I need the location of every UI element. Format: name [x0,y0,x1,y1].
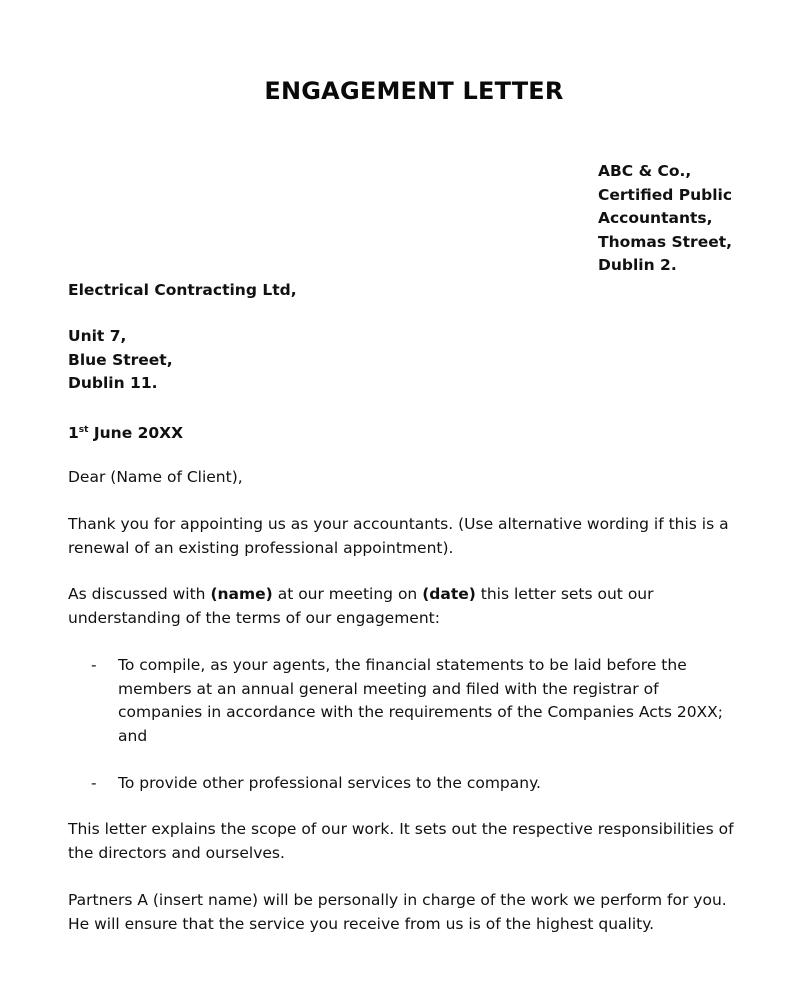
sender-address-line: Certified Public [598,185,733,204]
list-item [68,654,723,748]
list-item-line: members at an annual general meeting and filed with the registrar of [118,679,659,698]
text-run: at our meeting on [272,585,423,603]
date-day: 1 [68,424,79,442]
document-title: ENGAGEMENT LETTER [264,77,564,105]
paragraph-line: the directors and ourselves. [68,843,285,862]
dash-bullet-icon: - [91,773,97,792]
paragraph-line: This letter explains the scope of our work. It sets out the respective responsibilities of [68,820,734,838]
list-item-line: companies in accordance with the requirements of the Companies Acts 20XX; [118,703,724,721]
list-item-line: and [118,726,148,745]
text-run: As discussed with [68,585,211,603]
sender-address [598,160,732,278]
recipient-address-line: Dublin 11. [68,374,158,392]
sender-address-line: Thomas Street, [598,232,733,251]
paragraph-scope [68,818,734,865]
paragraph-line: He will ensure that the service you receive from us is of the highest quality. [68,914,655,933]
list-item-line: To compile, as your agents, the financial statements to be laid before the [118,656,687,674]
paragraph-appointment [68,513,729,560]
recipient-address-line: Blue Street, [68,350,173,369]
recipient-address-line: Unit 7, [68,327,127,345]
engagement-terms-list [68,654,723,819]
text-run: this letter sets out our [475,585,654,603]
paragraph-line: understanding of the terms of our engagement: [68,608,440,627]
paragraph-line: renewal of an existing professional appointment). [68,538,454,557]
list-item [68,772,723,796]
letter-date [68,419,183,446]
recipient-address [68,325,173,396]
sender-address-line: ABC & Co., [598,162,692,180]
list-item-line: To provide other professional services to the company. [118,773,541,792]
salutation: Dear (Name of Client), [68,468,243,486]
paragraph-line: Partners A (insert name) will be personally in charge of the work we perform for you. [68,891,727,909]
date-rest: June 20XX [88,424,184,442]
sender-address-line: Accountants, [598,209,713,227]
paragraph-line: Thank you for appointing us as your accountants. (Use alternative wording if this is a [68,515,729,533]
placeholder-name: (name) [210,585,273,603]
sender-address-line: Dublin 2. [598,256,677,274]
recipient-name: Electrical Contracting Ltd, [68,281,297,299]
paragraph-line [68,583,654,607]
placeholder-date: (date) [422,585,476,603]
dash-bullet-icon: - [91,656,97,674]
date-day-suffix: st [78,425,89,435]
paragraph-partner [68,889,727,936]
paragraph-discussion [68,583,654,630]
